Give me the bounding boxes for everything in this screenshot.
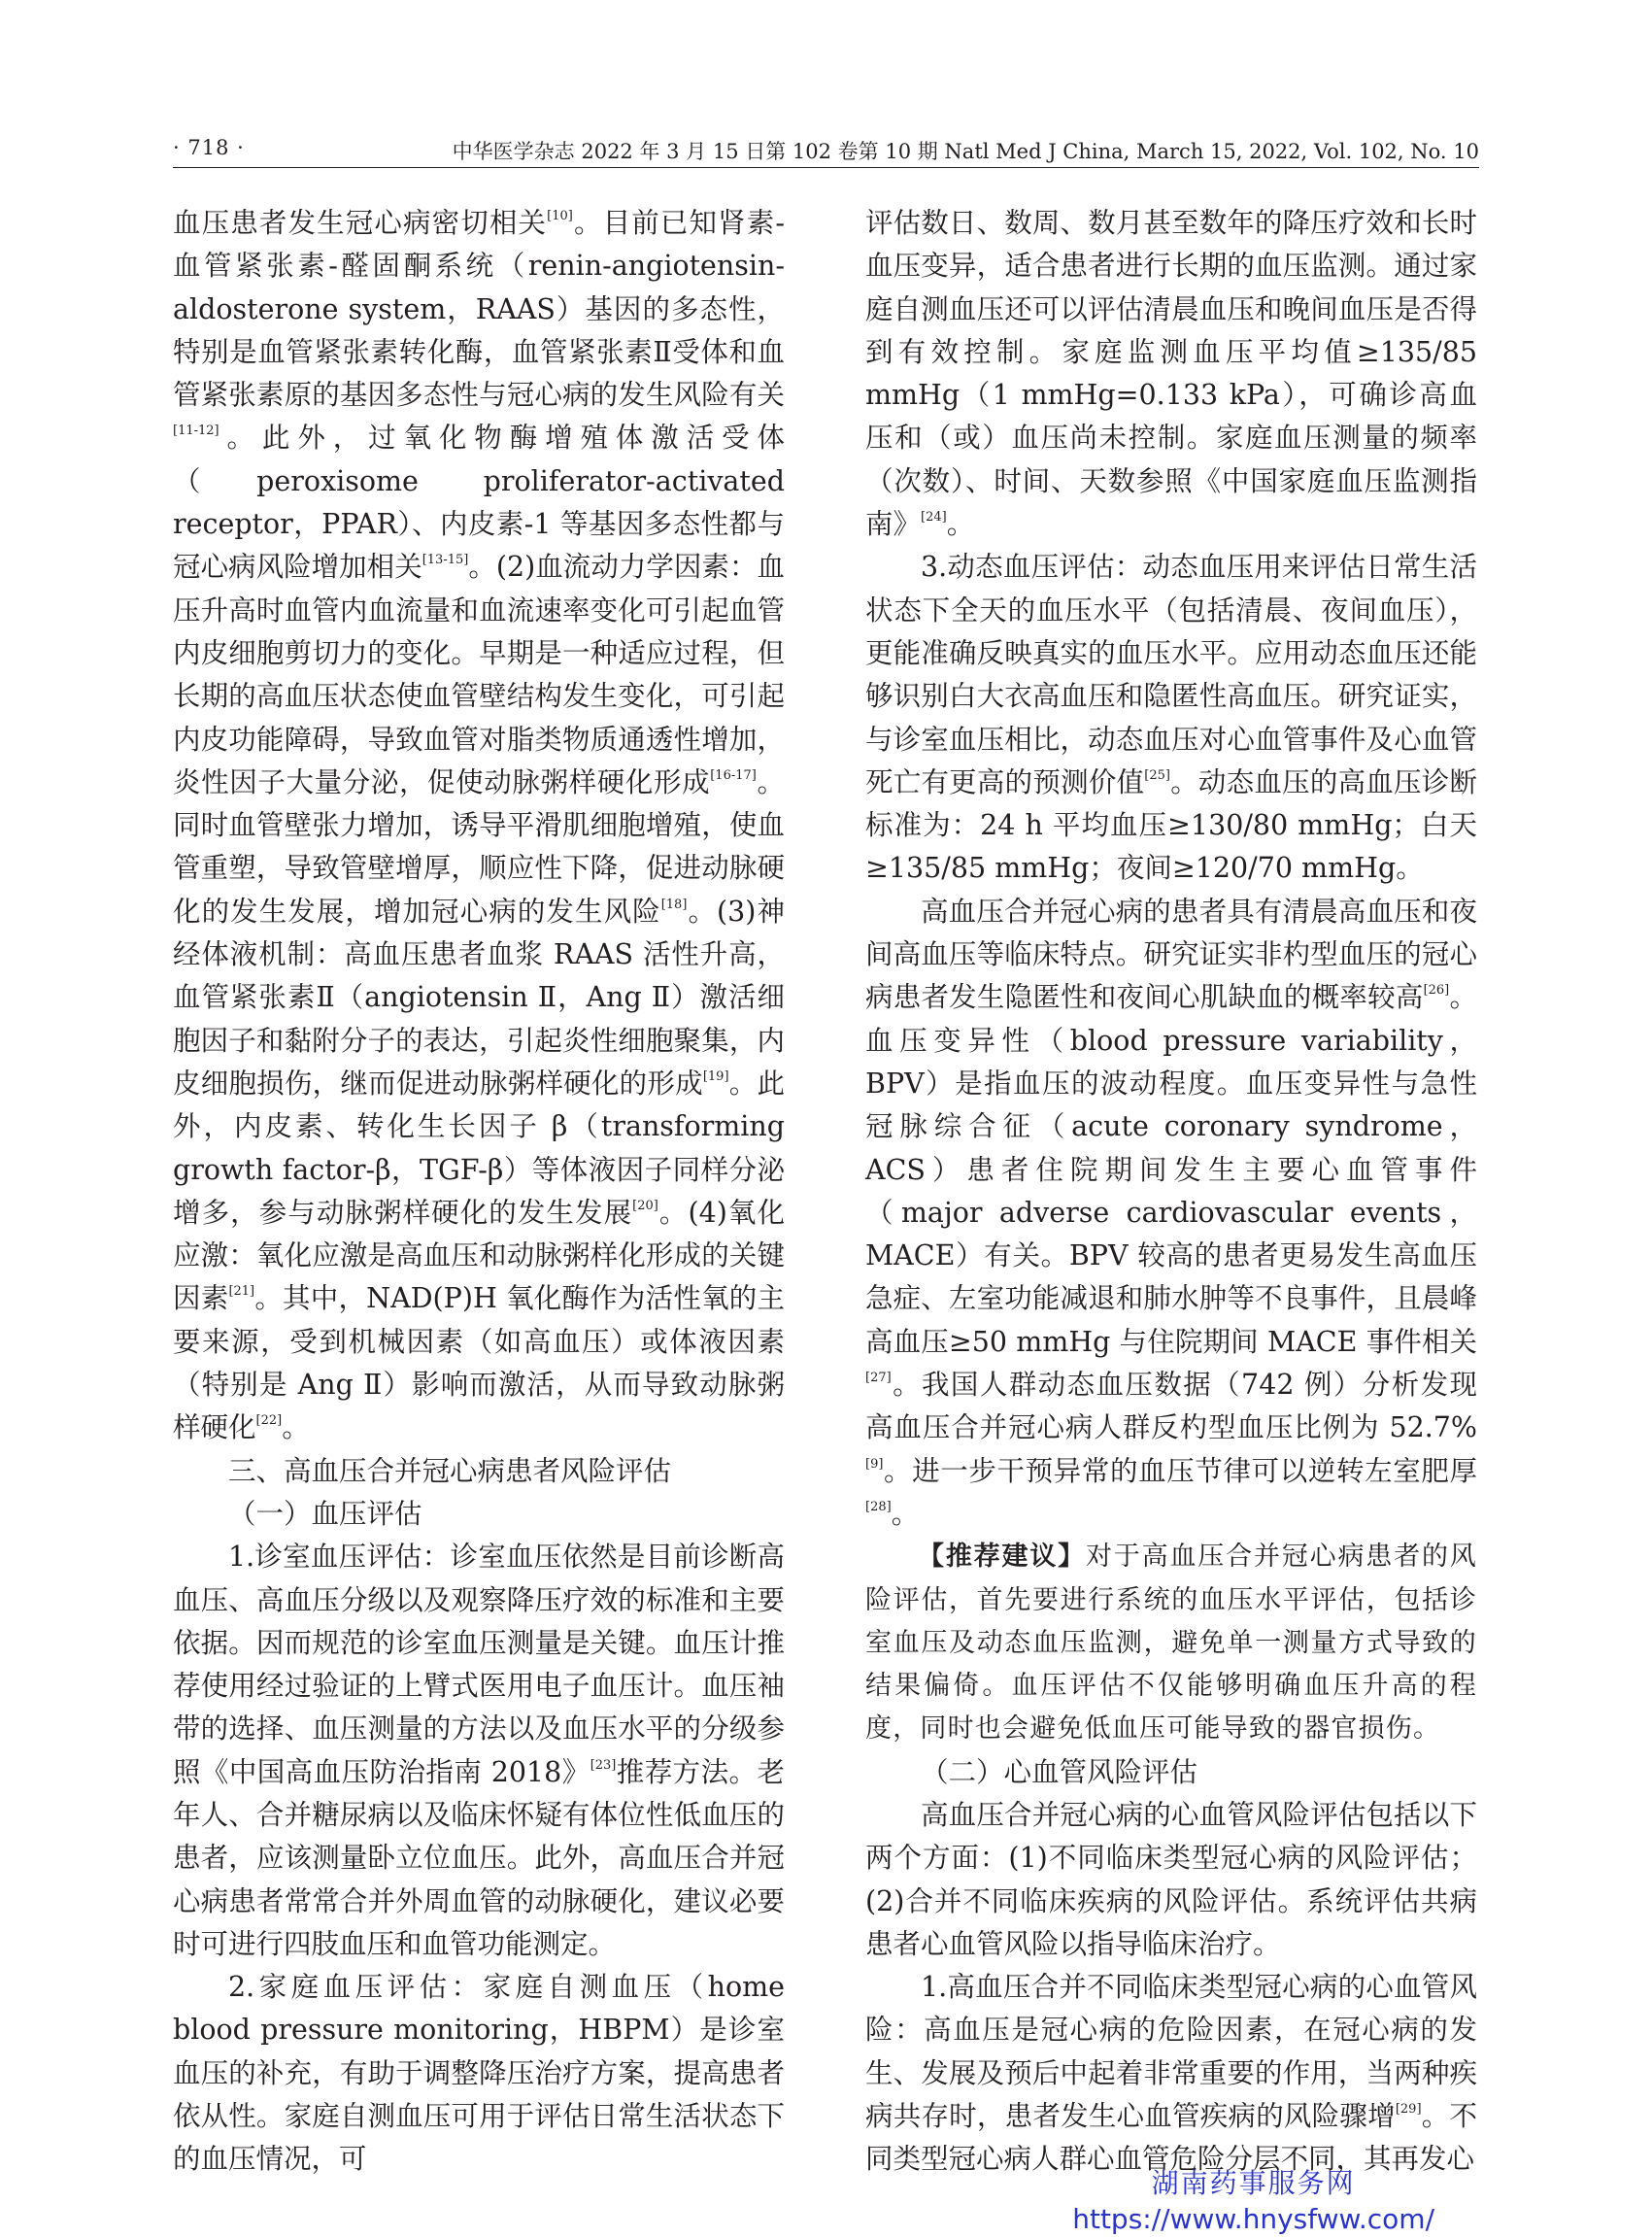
subsection-heading: （一）血压评估 <box>228 1497 422 1530</box>
ref-citation[interactable]: [27] <box>865 1371 892 1386</box>
right-column <box>865 202 1477 2176</box>
ref-citation[interactable]: [9] <box>865 1456 884 1472</box>
paragraph-home-bp: 2.家庭血压评估：家庭自测血压（home blood pressure monitoring，HBPM）是诊室血压的补充，有助于调整降压治疗方案，提高患者依从性。家庭自测血压可用于评估日常生活状态下的血压情况，可 <box>173 1971 785 2176</box>
running-header <box>173 128 1479 168</box>
left-column <box>173 202 785 2176</box>
ref-citation[interactable]: [23] <box>590 1757 617 1773</box>
paragraph-ambulatory-bp: 3.动态血压评估：动态血压用来评估日常生活状态下全天的血压水平（包括清晨、夜间血压），更能准确反映真实的血压水平。应用动态血压还能够识别白大衣高血压和隐匿性高血压。研究证实，与诊室血压相比，动态血压对心血管事件及心血管死亡有更高的预测价值[25]。动态血压的高血压诊断标准为：24 h 平均血压≥130/80 mmHg；白天≥135/85 mmHg；夜间≥120/70 mmHg。 <box>865 551 1477 885</box>
ref-citation[interactable]: [29] <box>1395 2102 1422 2118</box>
ref-citation[interactable]: [18] <box>660 897 688 912</box>
journal-citation: 中华医学杂志 2022 年 3 月 15 日第 102 卷第 10 期 Natl Med J China, March 15, 2022, Vol. 102, No. 10 <box>452 140 1479 163</box>
paragraph-home-bp-continued: 评估数日、数周、数月甚至数年的降压疗效和长时血压变异，适合患者进行长期的血压监测。通过家庭自测血压还可以评估清晨血压和晚间血压是否得到有效控制。家庭监测血压平均值≥135/85 mmHg（1 mmHg=0.133 kPa），可确诊高血压和（或）血压尚未控制。家庭血压测量的频率（次数）、时间、天数参照《中国家庭血压监测指南》[24]。 <box>865 207 1477 541</box>
recommendation-text: 对于高血压合并冠心病患者的风险评估，首先要进行系统的血压水平评估，包括诊室血压及动态血压监测，避免单一测量方式导致的结果偏倚。血压评估不仅能够明确血压升高的程度，同时也会避免低血压可能导致的器官损伤。 <box>865 1542 1477 1745</box>
section-heading: 三、高血压合并冠心病患者风险评估 <box>228 1454 672 1487</box>
paragraph-cv-risk-types: 1.高血压合并不同临床类型冠心病的心血管风险：高血压是冠心病的危险因素，在冠心病的发生、发展及预后中起着非常重要的作用，当两种疾病共存时，患者发生心血管疾病的风险骤增[29]。不同类型冠心病人群心血管危险分层不同，其再发心 <box>865 1971 1477 2176</box>
ref-citation[interactable]: [19] <box>702 1068 729 1084</box>
ref-citation[interactable]: [24] <box>921 510 947 525</box>
site-watermark[interactable] <box>1072 2165 1434 2237</box>
ref-citation[interactable]: [21] <box>228 1284 255 1300</box>
ref-citation[interactable]: [11-12] <box>173 424 219 439</box>
ref-citation[interactable]: [25] <box>1144 767 1170 783</box>
ref-citation[interactable]: [20] <box>632 1198 658 1213</box>
ref-citation[interactable]: [22] <box>255 1413 283 1429</box>
ref-citation[interactable]: [13-15] <box>421 553 469 568</box>
ref-citation[interactable]: [28] <box>865 1499 892 1514</box>
paragraph-cv-risk: 高血压合并冠心病的心血管风险评估包括以下两个方面：(1)不同临床类型冠心病的风险评估；(2)合并不同临床疾病的风险评估。系统评估共病患者心血管风险以指导临床治疗。 <box>865 1798 1477 1960</box>
subsection-heading: （二）心血管风险评估 <box>921 1755 1198 1788</box>
recommendation-tag: 【推荐建议】 <box>918 1542 1086 1573</box>
page-number: · 718 · <box>173 136 245 159</box>
ref-citation[interactable]: [10] <box>547 209 573 223</box>
ref-citation[interactable]: [16-17] <box>710 767 757 783</box>
recommendation-box <box>865 1536 1477 1750</box>
ref-citation[interactable]: [26] <box>1423 983 1450 999</box>
paragraph-office-bp: 1.诊室血压评估：诊室血压依然是目前诊断高血压、高血压分级以及观察降压疗效的标准和主要依据。因而规范的诊室血压测量是关键。血压计推荐使用经过验证的上臂式医用电子血压计。血压袖带的选择、血压测量的方法以及血压水平的分级参照《中国高血压防治指南 2018》[23]推荐方法。老年人、合并糖尿病以及临床怀疑有体位性低血压的患者，应该测量卧立位血压。此外，高血压合并冠心病患者常常合并外周血管的动脉硬化，建议必要时可进行四肢血压和血管功能测定。 <box>173 1541 785 1960</box>
paragraph-bpv: 高血压合并冠心病的患者具有清晨高血压和夜间高血压等临床特点。研究证实非杓型血压的冠心病患者发生隐匿性和夜间心肌缺血的概率较高[26]。血压变异性（blood pressure variability，BPV）是指血压的波动程度。血压变异性与急性冠脉综合征（acute coronary syndrome，ACS）患者住院期间发生主要心血管事件（major adverse cardiovascular events，MACE）有关。BPV 较高的患者更易发生高血压急症、左室功能减退和肺水肿等不良事件，且晨峰高血压≥50 mmHg 与住院期间 MACE 事件相关[27]。我国人群动态血压数据（742 例）分析发现高血压合并冠心病人群反杓型血压比例为 52.7%[9]。进一步干预异常的血压节律可以逆转左室肥厚[28]。 <box>865 895 1477 1530</box>
watermark-url[interactable]: https://www.hnysfww.com/ <box>1072 2203 1434 2235</box>
watermark-site-name: 湖南药事服务网 <box>1151 2167 1356 2199</box>
paragraph-mechanisms: 血压患者发生冠心病密切相关[10]。目前已知肾素-血管紧张素-醛固酮系统（renin-angiotensin-aldosterone system，RAAS）基因的多态性，特别是血管紧张素转化酶，血管紧张素Ⅱ受体和血管紧张素原的基因多态性与冠心病的发生风险有关[11-12]。此外，过氧化物酶增殖体激活受体（peroxisome proliferator-activated receptor，PPAR）、内皮素-1 等基因多态性都与冠心病风险增加相关[13-15]。(2)血流动力学因素：血压升高时血管内血流量和血流速率变化可引起血管内皮细胞剪切力的变化。早期是一种适应过程，但长期的高血压状态使血管壁结构发生变化，可引起内皮功能障碍，导致血管对脂类物质通透性增加，炎性因子大量分泌，促使动脉粥样硬化形成[16-17]。同时血管壁张力增加，诱导平滑肌细胞增殖，使血管重塑，导致管壁增厚，顺应性下降，促进动脉硬化的发生发展，增加冠心病的发生风险[18]。(3)神经体液机制：高血压患者血浆 RAAS 活性升高，血管紧张素Ⅱ（angiotensin Ⅱ，Ang Ⅱ）激活细胞因子和黏附分子的表达，引起炎性细胞聚集，内皮细胞损伤，继而促进动脉粥样硬化的形成[19]。此外，内皮素、转化生长因子 β（transforming growth factor-β，TGF-β）等体液因子同样分泌增多，参与动脉粥样硬化的发生发展[20]。(4)氧化应激：氧化应激是高血压和动脉粥样化形成的关键因素[21]。其中，NAD(P)H 氧化酶作为活性氧的主要来源，受到机械因素（如高血压）或体液因素（特别是 Ang Ⅱ）影响而激活，从而导致动脉粥样硬化[22]。 <box>173 207 785 1444</box>
